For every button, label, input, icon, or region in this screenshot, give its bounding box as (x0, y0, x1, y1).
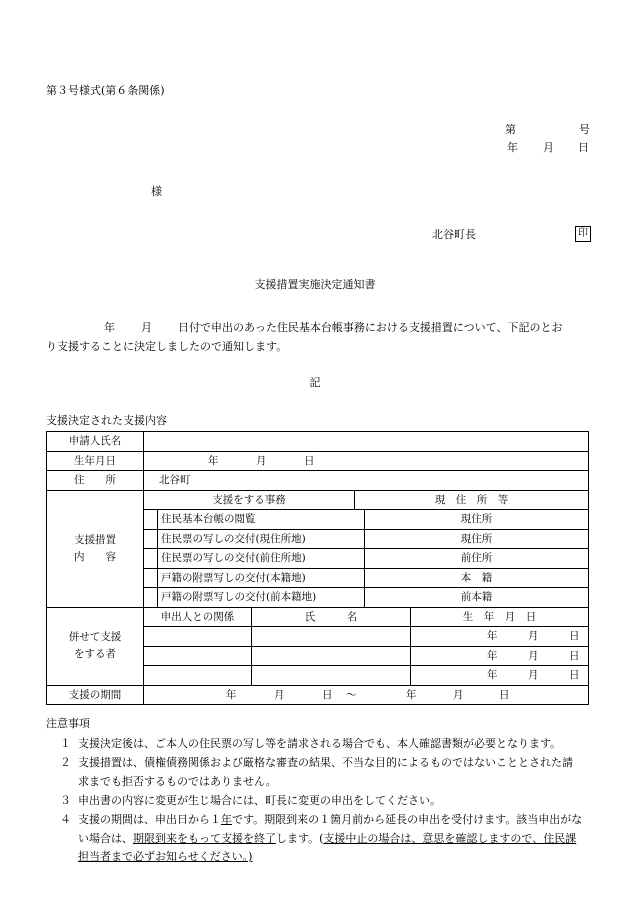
support-affair: 戸籍の附票写しの交付(本籍地) (158, 568, 365, 588)
period-separator: ～ (346, 688, 357, 701)
support-check[interactable] (144, 568, 158, 588)
joint-relation[interactable] (144, 666, 252, 686)
note-item (60, 754, 590, 791)
body-month: 月 (141, 321, 152, 334)
note-number: ４ (60, 813, 71, 826)
period-row (47, 685, 589, 705)
date-month: 月 (543, 141, 554, 154)
period-start-year: 年 (226, 688, 237, 701)
support-affair: 住民基本台帳の閲覧 (158, 510, 365, 530)
support-kind: 前本籍 (365, 588, 589, 608)
doc-no-label: 第 (505, 123, 516, 136)
support-kind: 前住所 (365, 549, 589, 569)
address-value: 北谷町 (159, 474, 191, 487)
note-item (60, 792, 590, 811)
applicant-name-label: 申請人氏名 (47, 432, 144, 452)
residence-header: 現 住 所 等 (355, 490, 589, 510)
joint-header-row (47, 607, 589, 627)
support-affair: 住民票の写しの交付(前住所地) (158, 549, 365, 569)
body-line1: 日付で申出のあった住民基本台帳事務における支援措置について、下記のとお (178, 321, 563, 334)
doc-no-suffix: 号 (579, 123, 590, 136)
joint-name[interactable] (252, 666, 411, 686)
note-text-part: します。( (276, 831, 324, 845)
joint-dob-year: 年 (487, 630, 498, 642)
support-kind: 現住所 (365, 510, 589, 530)
note-underline: 年 (221, 813, 232, 826)
addressee-suffix: 様 (151, 185, 162, 198)
birth-month: 月 (256, 454, 267, 467)
birth-day: 日 (304, 454, 315, 467)
support-affair: 戸籍の附票写しの交付(前本籍地) (158, 588, 365, 608)
ki-heading: 記 (309, 376, 321, 389)
date-day: 日 (578, 141, 589, 154)
note-number: ２ (60, 756, 71, 769)
note-underline: 期限到来をもって支援を終了 (133, 831, 276, 845)
notes-title: 注意事項 (46, 717, 90, 730)
support-affair: 住民票の写しの交付(現住所地) (158, 529, 365, 549)
birthdate-field[interactable] (144, 451, 589, 471)
support-kind: 本 籍 (365, 568, 589, 588)
joint-dob[interactable] (411, 646, 589, 666)
joint-dob-month: 月 (528, 649, 539, 662)
period-end-year: 年 (406, 688, 417, 701)
joint-label-line2: をする者 (74, 648, 116, 660)
joint-dob-year: 年 (487, 669, 498, 681)
period-label: 支援の期間 (47, 685, 144, 705)
support-check[interactable] (144, 588, 158, 608)
birthdate-row (47, 451, 589, 471)
support-label-line1: 支援措置 (74, 533, 116, 546)
body-line2: り支援することに決定しましたので通知します。 (46, 340, 288, 353)
support-label (47, 490, 144, 607)
support-header-row (47, 490, 589, 510)
note-text: 支援措置は、債権債務関係および厳格な審査の結果、不当な目的によるものではないこととされた請求までも拒否するものではありません。 (78, 756, 573, 788)
birthdate-label: 生年月日 (47, 451, 144, 471)
note-text: 支援決定後は、ご本人の住民票の写し等を請求される場合でも、本人確認書類が必要となります。 (78, 737, 562, 750)
joint-name[interactable] (252, 627, 411, 647)
body-year: 年 (104, 321, 115, 334)
applicant-name-field[interactable] (144, 432, 589, 452)
support-check[interactable] (144, 510, 158, 530)
period-start-day: 日 (322, 688, 333, 701)
joint-dob-day: 日 (569, 630, 580, 642)
support-kind: 現住所 (365, 529, 589, 549)
form-number: 第３号様式(第６条関係) (46, 84, 165, 97)
date-year: 年 (507, 141, 518, 154)
note-text: 申出書の内容に変更が生じ場合には、町長に変更の申出をしてください。 (78, 794, 441, 807)
support-check[interactable] (144, 549, 158, 569)
note-number: １ (60, 737, 71, 750)
address-field[interactable] (144, 471, 589, 491)
support-check[interactable] (144, 529, 158, 549)
joint-dob-month: 月 (528, 669, 539, 681)
period-field[interactable] (144, 685, 589, 705)
birth-year: 年 (208, 454, 219, 467)
period-end-day: 日 (499, 688, 510, 701)
note-number: ３ (60, 794, 71, 807)
joint-dob-year: 年 (487, 649, 498, 662)
joint-dob-day: 日 (569, 649, 580, 662)
joint-relation[interactable] (144, 646, 252, 666)
support-table (46, 431, 589, 705)
relation-header: 申出人との関係 (144, 607, 252, 627)
address-row (47, 471, 589, 491)
dob-header: 生 年 月 日 (411, 607, 589, 627)
note-text-part: 支援の期間は、申出日から１ (78, 813, 221, 826)
note-text-part: です。期限到来の１箇月前から延長の申出を受付けます。該当申出がない場合は、 (78, 813, 583, 845)
joint-name[interactable] (252, 646, 411, 666)
note-text (78, 811, 583, 867)
affairs-header: 支援をする事務 (144, 490, 355, 510)
support-label-line2: 内 容 (74, 550, 116, 563)
address-label: 住 所 (47, 471, 144, 491)
note-item (60, 735, 590, 754)
joint-dob[interactable] (411, 627, 589, 647)
note-item (60, 811, 590, 867)
document-title: 支援措置実施決定通知書 (254, 278, 376, 291)
issuer: 北谷町長 (432, 228, 476, 241)
joint-relation[interactable] (144, 627, 252, 647)
joint-dob-month: 月 (528, 630, 539, 642)
note-underline: 支援中止の場合は、意思を確認しますので、住民課担当者まで必ずお知らせください。) (78, 831, 577, 863)
joint-label-line1: 併せて支援 (68, 631, 122, 643)
seal-stamp: 印 (575, 226, 591, 242)
applicant-name-row (47, 432, 589, 452)
table-title: 支援決定された支援内容 (46, 414, 167, 427)
period-start-month: 月 (274, 688, 285, 701)
name-header: 氏 名 (252, 607, 411, 627)
joint-label (47, 607, 144, 685)
joint-dob[interactable] (411, 666, 589, 686)
period-end-month: 月 (453, 688, 464, 701)
joint-dob-day: 日 (569, 669, 580, 681)
